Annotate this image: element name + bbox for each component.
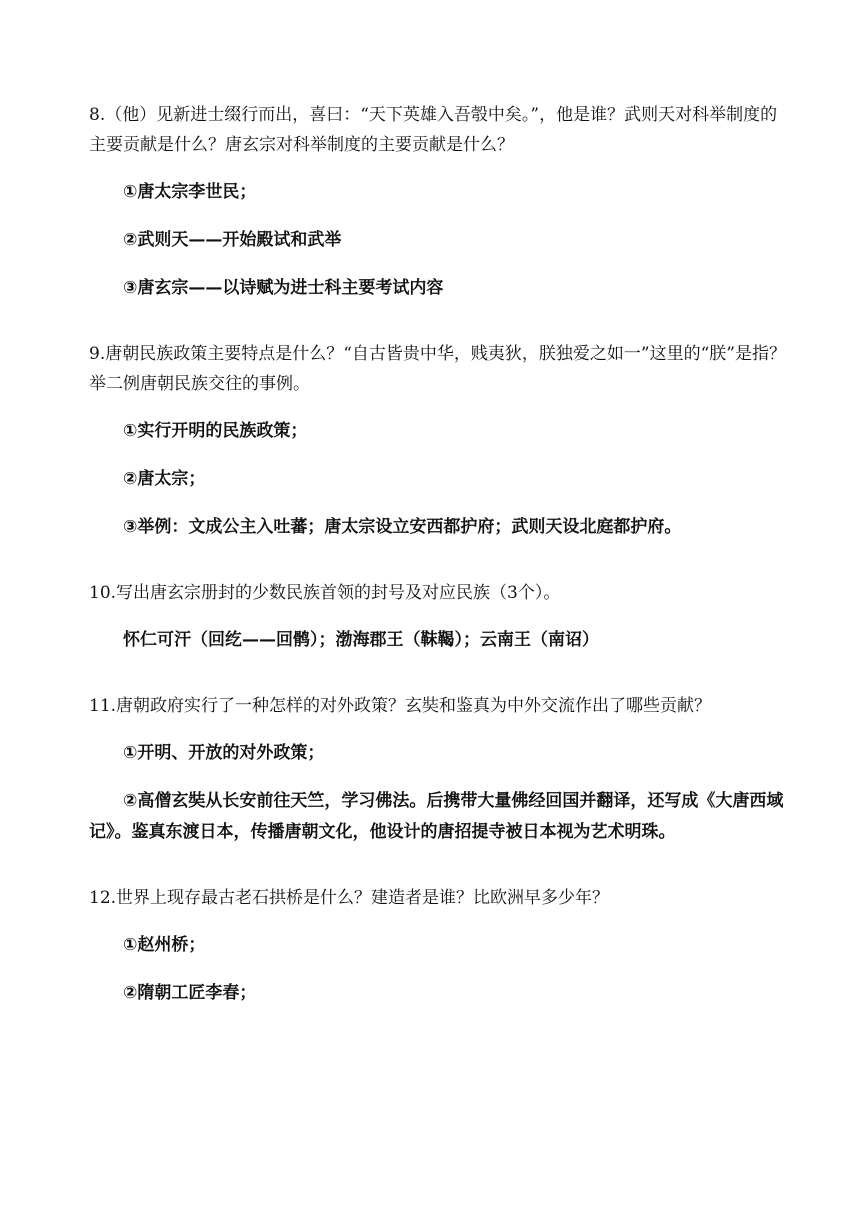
- question-block-12: [89, 883, 789, 1009]
- question-text: 8.（他）见新进士缀行而出，喜曰：“天下英雄入吾彀中矣。”，他是谁？武则天对科举制度的主要贡献是什么？唐玄宗对科举制度的主要贡献是什么？: [89, 105, 778, 155]
- question-text: 11.唐朝政府实行了一种怎样的对外政策？玄奘和鉴真为中外交流作出了哪些贡献？: [89, 696, 712, 716]
- answer-paragraph: ②高僧玄奘从长安前往天竺，学习佛法。后携带大量佛经回国并翻译，还写成《大唐西域记》。鉴真东渡日本，传播唐朝文化，他设计的唐招提寺被日本视为艺术明珠。: [89, 791, 784, 842]
- answer-line: ①赵州桥；: [123, 935, 206, 955]
- answer-line: ③唐玄宗——以诗赋为进士科主要考试内容: [123, 278, 444, 298]
- answer-line: ①开明、开放的对外政策；: [123, 743, 325, 763]
- answer-line: 怀仁可汗（回纥——回鹘）；渤海郡王（靺鞨）；云南王（南诏）: [123, 630, 599, 650]
- answer-line: ①实行开明的民族政策；: [123, 421, 308, 441]
- answer-line: ②隋朝工匠李春；: [123, 983, 257, 1003]
- answer-line: ②武则天——开始殿试和武举: [123, 230, 342, 250]
- question-text: 9.唐朝民族政策主要特点是什么？“自古皆贵中华，贱夷狄，朕独爱之如一”这里的“朕”是指？举二例唐朝民族交往的事例。: [89, 344, 786, 394]
- question-text: 12.世界上现存最古老石拱桥是什么？建造者是谁？比欧洲早多少年？: [89, 888, 610, 908]
- question-block-9: [89, 339, 789, 543]
- document-content: [89, 100, 789, 1009]
- question-block-8: [89, 100, 789, 304]
- answer-line: ③举例：文成公主入吐蕃；唐太宗设立安西都护府；武则天设北庭都护府。: [123, 517, 682, 537]
- question-block-11: [89, 691, 789, 848]
- question-text: 10.写出唐玄宗册封的少数民族首领的封号及对应民族（3个）。: [89, 583, 561, 603]
- question-block-10: [89, 578, 789, 656]
- answer-line: ②唐太宗；: [123, 469, 206, 489]
- answer-line: ①唐太宗李世民；: [123, 182, 257, 202]
